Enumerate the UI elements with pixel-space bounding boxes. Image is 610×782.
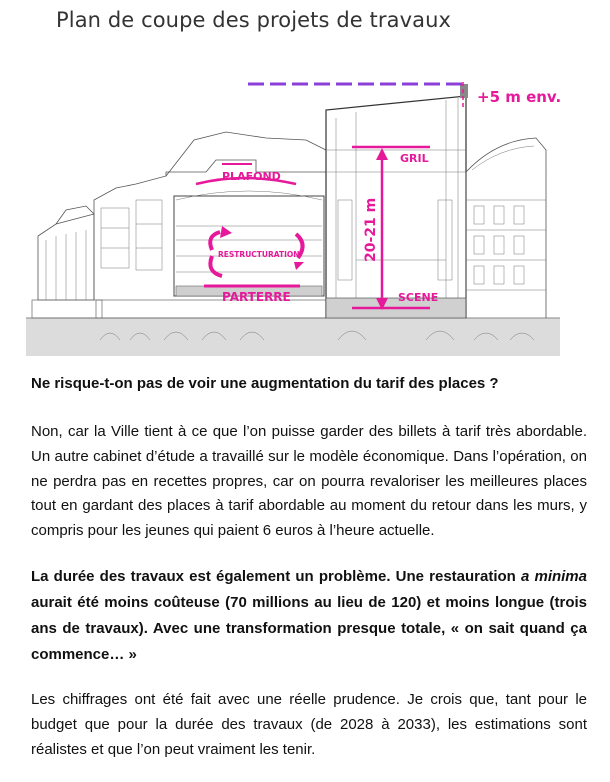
- label-scene: SCENE: [398, 291, 439, 304]
- answer-tariff: Non, car la Ville tient à ce que l’on puisse garder des billets à tarif très abordable. Un autre cabinet d’étude a travaillé sur le modèle économique. Dans l’opération, on ne perdra pas en recettes propres, car on pourra revaloriser les meilleures places tout en gardant des places à tarif abordable au moment du retour dans les murs, y compris pour les jeunes qui paient 6 euros à l’heure actuelle.: [31, 423, 587, 540]
- question-duration: [31, 564, 587, 668]
- label-height-gain: +5 m env.: [477, 88, 560, 106]
- article-body: [31, 372, 587, 782]
- question-tariff: Ne risque-t-on pas de voir une augmentation du tarif des places ?: [31, 375, 499, 392]
- ground-area: [26, 318, 560, 356]
- section-diagram: [26, 0, 560, 356]
- section-drawing: [26, 0, 560, 356]
- backstage-building: [466, 138, 546, 318]
- entrance-building: [32, 206, 102, 318]
- label-plafond: PLAFOND: [222, 170, 281, 183]
- label-height-range: 20-21 m: [363, 197, 379, 262]
- question-duration-italic: a minima: [520, 567, 587, 585]
- answer-duration: Les chiffrages ont été fait avec une réelle prudence. Je crois que, tant pour le budget que pour la durée des travaux (de 2028 à 2033), les estimations sont réalistes et que l’on peut vraiment les tenir.: [31, 690, 587, 758]
- question-duration-part2: aurait été moins coûteuse (70 millions au lieu de 120) et moins longue (trois ans de travaux). Avec une transformation presque totale, « on sait quand ça commence… »: [31, 593, 587, 663]
- diagram-title: Plan de coupe des projets de travaux: [56, 8, 452, 32]
- label-parterre: PARTERRE: [222, 290, 291, 304]
- label-restructuration: RESTRUCTURATION: [218, 250, 300, 259]
- label-gril: GRIL: [400, 152, 429, 165]
- auditorium-block: [94, 132, 326, 318]
- stage-tower: [326, 84, 468, 318]
- question-duration-part1: La durée des travaux est également un problème. Une restauration: [31, 567, 521, 585]
